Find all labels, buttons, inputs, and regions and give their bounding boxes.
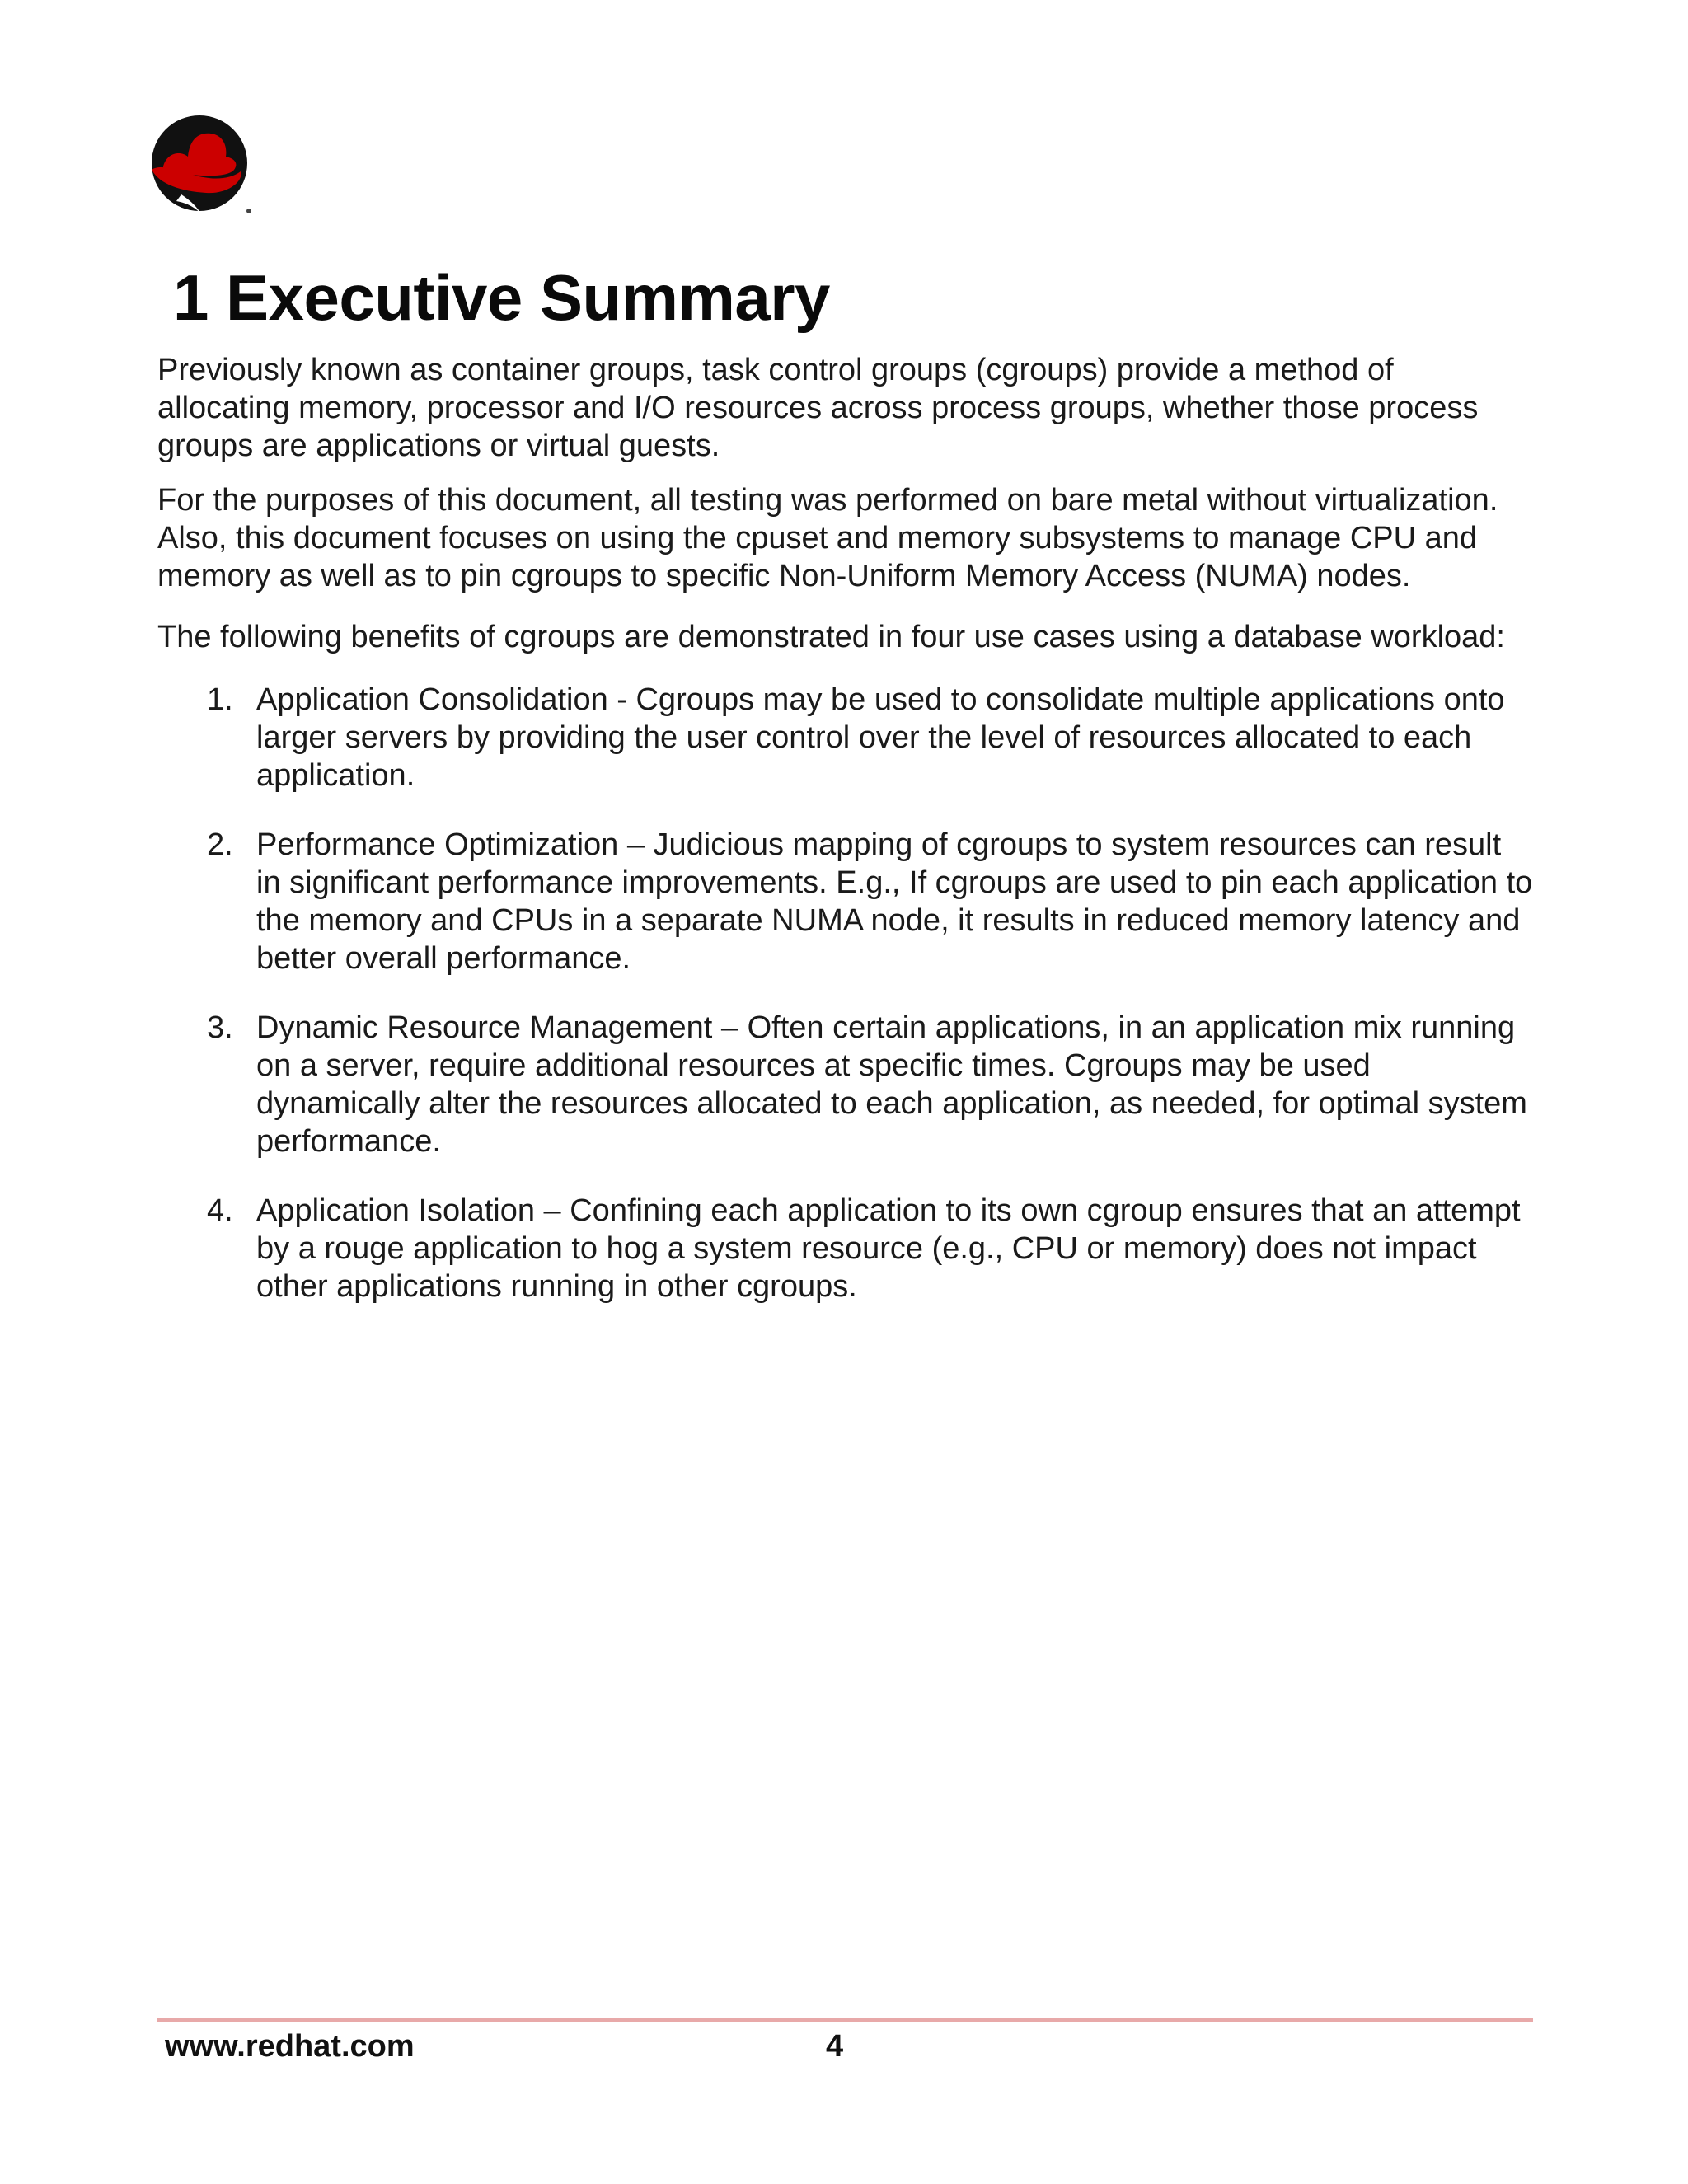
list-item [207,826,1534,977]
list-item-text: Application Isolation – Confining each application to its own cgroup ensures that an attempt by a rouge application to hog a system resource (e.g., CPU or memory) does not impact other applications running in other cgroups. [256,1193,1521,1304]
redhat-logo-icon [148,115,256,216]
footer-divider [157,2018,1533,2022]
list-item-number: 4. [207,1193,233,1228]
list-item-text: Dynamic Resource Management – Often certain applications, in an application mix running on a server, require additional resources at specific times. Cgroups may be used dynamically alter the resources allocated to each application, as needed, for optimal system performance. [256,1010,1527,1159]
benefits-intro-paragraph: The following benefits of cgroups are demonstrated in four use cases using a database workload: [157,620,1505,654]
page-title: 1 Executive Summary [173,261,830,334]
scope-paragraph: For the purposes of this document, all testing was performed on bare metal without virtualization. Also, this document focuses on using the cpuset and memory subsystems to manage CPU and memory as well as to pin cgroups to specific Non-Uniform Memory Access (NUMA) nodes. [157,483,1498,593]
page-number: 4 [826,2029,844,2064]
list-item-number: 2. [207,827,233,862]
list-item [207,1192,1534,1305]
list-item [207,681,1534,794]
body-content [157,351,1534,1337]
intro-paragraph: Previously known as container groups, task control groups (cgroups) provide a method of allocating memory, processor and I/O resources across process groups, whether those process groups are applications or virtual guests. [157,353,1479,463]
footer-url: www.redhat.com [165,2029,415,2064]
list-item-number: 3. [207,1010,233,1045]
list-item-text: Application Consolidation - Cgroups may be used to consolidate multiple applications onto larger servers by providing the user control over the level of resources allocated to each application. [256,682,1505,793]
benefits-list [157,681,1534,1305]
list-item-text: Performance Optimization – Judicious mapping of cgroups to system resources can result in significant performance improvements. E.g., If cgroups are used to pin each application to the memory and CPUs in a separate NUMA node, it results in reduced memory latency and better overall performance. [256,827,1533,976]
list-item [207,1009,1534,1160]
list-item-number: 1. [207,682,233,717]
